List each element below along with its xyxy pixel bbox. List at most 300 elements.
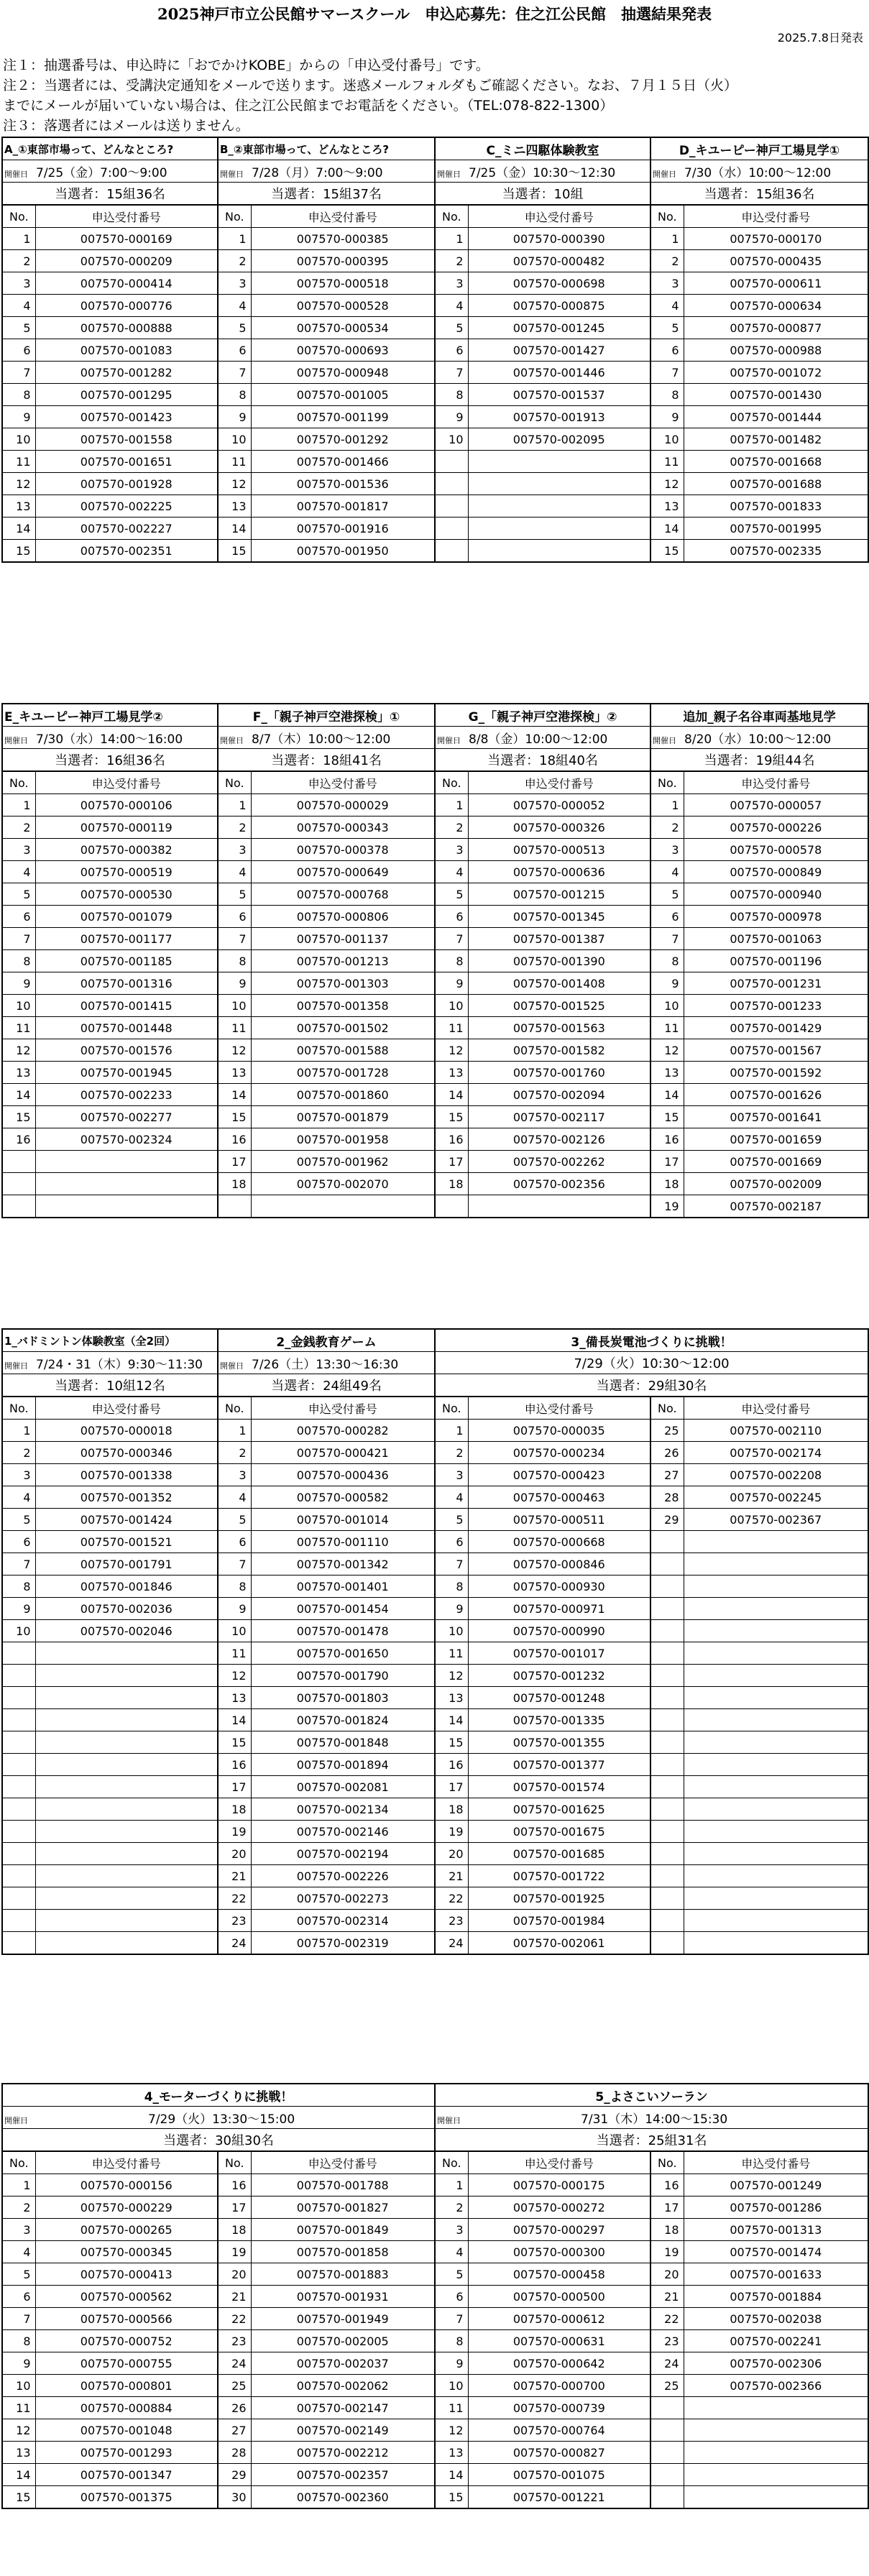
entry-code [468, 540, 650, 563]
entry-number: 2 [435, 816, 468, 839]
col-code-header: 申込受付番号 [35, 771, 218, 794]
event-title: D_キユーピー神戸工場見学① [650, 137, 868, 160]
entry-number: 6 [435, 339, 468, 362]
entry-code: 007570-002227 [35, 518, 218, 540]
entry-code: 007570-000875 [468, 295, 650, 317]
entry-number: 8 [435, 950, 468, 972]
entry-number: 20 [435, 1843, 468, 1865]
entry-number: 17 [218, 2196, 251, 2219]
entry-number: 7 [435, 2308, 468, 2330]
entry-number: 3 [218, 1464, 251, 1486]
entry-number: 13 [2, 2442, 35, 2464]
entry-code: 007570-002366 [684, 2375, 868, 2397]
entry-number: 17 [435, 1776, 468, 1798]
entry-number: 3 [435, 2219, 468, 2241]
entry-code: 007570-001592 [684, 1062, 868, 1084]
entry-code [684, 1531, 868, 1553]
entry-number: 2 [650, 250, 684, 272]
entry-code: 007570-001833 [684, 495, 868, 518]
entry-code: 007570-001685 [468, 1843, 650, 1865]
entry-code: 007570-002273 [251, 1887, 435, 1910]
entry-number: 10 [435, 1620, 468, 1642]
entry-code: 007570-001430 [684, 384, 868, 406]
entry-code: 007570-001728 [251, 1062, 435, 1084]
event-date-value: 7/29（火）13:30～15:00 [148, 2112, 295, 2127]
entry-code: 007570-001466 [251, 451, 435, 473]
entry-number: 15 [650, 1106, 684, 1128]
entry-code: 007570-000978 [684, 906, 868, 928]
entry-number: 13 [435, 1062, 468, 1084]
entry-code: 007570-001858 [251, 2241, 435, 2263]
entry-code: 007570-000877 [684, 317, 868, 339]
entry-code [35, 1776, 218, 1798]
entry-code: 007570-001669 [684, 1151, 868, 1173]
entry-code [684, 1576, 868, 1598]
entry-number [650, 1865, 684, 1887]
entry-code: 007570-000421 [251, 1442, 435, 1464]
col-code-header: 申込受付番号 [684, 205, 868, 228]
entry-number: 12 [435, 1039, 468, 1062]
entry-code: 007570-000500 [468, 2286, 650, 2308]
entry-number: 29 [218, 2464, 251, 2486]
entry-code: 007570-001342 [251, 1553, 435, 1576]
entry-number: 9 [435, 972, 468, 995]
entry-number: 21 [650, 2286, 684, 2308]
entry-number: 21 [218, 1865, 251, 1887]
entry-number: 16 [435, 1128, 468, 1151]
entry-code: 007570-001448 [35, 1017, 218, 1039]
entry-number: 1 [2, 1420, 35, 1442]
entry-code: 007570-000612 [468, 2308, 650, 2330]
col-no-header: No. [650, 205, 684, 228]
entry-number: 5 [2, 1509, 35, 1531]
entry-number: 1 [435, 1420, 468, 1442]
entry-number [2, 1709, 35, 1731]
entry-number: 12 [435, 2419, 468, 2442]
winner-count: 当選者：10組12名 [2, 1374, 218, 1397]
entry-code: 007570-002360 [251, 2486, 435, 2509]
entry-code: 007570-001860 [251, 1084, 435, 1106]
entry-code: 007570-001502 [251, 1017, 435, 1039]
entry-code: 007570-001390 [468, 950, 650, 972]
entry-code: 007570-001454 [251, 1598, 435, 1620]
entry-number: 7 [2, 928, 35, 950]
entry-code: 007570-001282 [35, 362, 218, 384]
entry-number: 11 [2, 2397, 35, 2419]
entry-code: 007570-001375 [35, 2486, 218, 2509]
entry-code: 007570-001803 [251, 1687, 435, 1709]
entry-number: 13 [218, 495, 251, 518]
entry-code [684, 1709, 868, 1731]
entry-code: 007570-000846 [468, 1553, 650, 1576]
entry-number [2, 1173, 35, 1195]
entry-number: 18 [218, 2219, 251, 2241]
entry-number: 17 [435, 1151, 468, 1173]
entry-number: 18 [435, 1798, 468, 1821]
entry-code: 007570-001962 [251, 1151, 435, 1173]
entry-number: 4 [435, 1486, 468, 1509]
note-1: 注１：抽選番号は、申込時に「おでかけKOBE」からの「申込受付番号」です。 [3, 58, 489, 73]
entry-code: 007570-000414 [35, 272, 218, 295]
entry-code: 007570-001072 [684, 362, 868, 384]
event-title: C_ミニ四駆体験教室 [435, 137, 650, 160]
entry-code [468, 1195, 650, 1218]
event-title: F_「親子神戸空港探検」① [218, 704, 435, 727]
entry-code: 007570-000226 [684, 816, 868, 839]
entry-number: 30 [218, 2486, 251, 2509]
entry-code: 007570-000378 [251, 839, 435, 861]
entry-number: 6 [435, 1531, 468, 1553]
entry-code: 007570-000436 [251, 1464, 435, 1486]
event-date [435, 727, 650, 749]
entry-code [35, 1665, 218, 1687]
entry-code: 007570-002081 [251, 1776, 435, 1798]
entry-number: 13 [218, 1687, 251, 1709]
entry-number: 3 [435, 1464, 468, 1486]
entry-number: 14 [650, 1084, 684, 1106]
entry-number: 9 [2, 2352, 35, 2375]
entry-code: 007570-001377 [468, 1754, 650, 1776]
entry-number: 5 [650, 317, 684, 339]
entry-number [650, 1754, 684, 1776]
entry-number: 15 [2, 2486, 35, 2509]
entry-code [684, 1887, 868, 1910]
entry-number: 11 [218, 1017, 251, 1039]
entry-code: 007570-000229 [35, 2196, 218, 2219]
entry-number: 27 [650, 1464, 684, 1486]
entry-number: 22 [218, 1887, 251, 1910]
entry-number: 10 [218, 428, 251, 451]
entry-code: 007570-000530 [35, 883, 218, 906]
entry-number: 9 [218, 1598, 251, 1620]
kaisai-label: 開催日 [653, 169, 677, 179]
entry-number: 9 [218, 972, 251, 995]
entry-code: 007570-001358 [251, 995, 435, 1017]
entry-code [684, 2486, 868, 2509]
entry-code: 007570-001849 [251, 2219, 435, 2241]
entry-number: 14 [2, 1084, 35, 1106]
entry-number: 3 [650, 839, 684, 861]
entry-code: 007570-001791 [35, 1553, 218, 1576]
entry-number: 23 [218, 2330, 251, 2352]
entry-code: 007570-001137 [251, 928, 435, 950]
entry-number [435, 540, 468, 563]
entry-number: 19 [218, 2241, 251, 2263]
entry-number [650, 1665, 684, 1687]
entry-code: 007570-001626 [684, 1084, 868, 1106]
entry-code: 007570-002094 [468, 1084, 650, 1106]
col-code-header: 申込受付番号 [684, 1397, 868, 1420]
entry-code: 007570-000971 [468, 1598, 650, 1620]
entry-number: 11 [435, 1017, 468, 1039]
entry-number [650, 2442, 684, 2464]
entry-code: 007570-002187 [684, 1195, 868, 1218]
entry-code: 007570-001221 [468, 2486, 650, 2509]
entry-number: 5 [2, 2263, 35, 2286]
entry-code: 007570-001846 [35, 1576, 218, 1598]
entry-number: 4 [435, 2241, 468, 2263]
entry-code: 007570-001401 [251, 1576, 435, 1598]
entry-code [684, 2419, 868, 2442]
entry-code: 007570-000435 [684, 250, 868, 272]
entry-number: 22 [435, 1887, 468, 1910]
entry-code: 007570-001355 [468, 1731, 650, 1754]
entry-code: 007570-001345 [468, 906, 650, 928]
entry-code: 007570-001675 [468, 1821, 650, 1843]
entry-number: 4 [2, 1486, 35, 1509]
entry-number [2, 1687, 35, 1709]
event-date-value: 7/31（木）14:00～15:30 [581, 2112, 728, 2127]
col-no-header: No. [2, 1397, 35, 1420]
entry-number: 15 [218, 540, 251, 563]
entry-number: 10 [218, 995, 251, 1017]
entry-code: 007570-000940 [684, 883, 868, 906]
entry-number [650, 1620, 684, 1642]
entry-code: 007570-000988 [684, 339, 868, 362]
entry-code [684, 2442, 868, 2464]
entry-number: 10 [2, 2375, 35, 2397]
entry-code: 007570-000755 [35, 2352, 218, 2375]
entry-number: 27 [218, 2419, 251, 2442]
col-no-header: No. [435, 205, 468, 228]
entry-number: 9 [435, 406, 468, 428]
kaisai-label: 開催日 [4, 2115, 28, 2125]
entry-number: 3 [2, 839, 35, 861]
entry-number: 17 [218, 1151, 251, 1173]
kaisai-label: 開催日 [437, 2115, 461, 2125]
entry-code: 007570-000511 [468, 1509, 650, 1531]
event-date-value: 7/30（水）10:00～12:00 [684, 165, 832, 180]
entry-code: 007570-001292 [251, 428, 435, 451]
entry-code [35, 1932, 218, 1955]
entry-code: 007570-000768 [251, 883, 435, 906]
note-2-cont: までにメールが届いていない場合は、住之江公民館までお電話をください。（TEL:078-822-1300） [3, 98, 614, 114]
entry-number: 16 [650, 2174, 684, 2196]
entry-number: 3 [2, 1464, 35, 1486]
entry-number: 12 [218, 473, 251, 495]
entry-code: 007570-001387 [468, 928, 650, 950]
entry-code: 007570-000385 [251, 228, 435, 250]
entry-number: 10 [435, 2375, 468, 2397]
entry-code: 007570-000534 [251, 317, 435, 339]
entry-number [650, 1932, 684, 1955]
entry-number: 7 [435, 362, 468, 384]
entry-number: 17 [650, 1151, 684, 1173]
entry-number [650, 1731, 684, 1754]
entry-number: 12 [650, 1039, 684, 1062]
entry-number: 8 [650, 950, 684, 972]
col-code-header: 申込受付番号 [35, 1397, 218, 1420]
entry-code: 007570-001063 [684, 928, 868, 950]
entry-number [435, 451, 468, 473]
entry-number: 2 [218, 1442, 251, 1464]
kaisai-label: 開催日 [220, 735, 244, 745]
entry-number: 14 [218, 1709, 251, 1731]
entry-number: 13 [650, 495, 684, 518]
entry-code: 007570-000018 [35, 1420, 218, 1442]
entry-code: 007570-001722 [468, 1865, 650, 1887]
entry-number: 19 [650, 1195, 684, 1218]
entry-number: 7 [650, 362, 684, 384]
entry-code: 007570-000272 [468, 2196, 650, 2219]
entry-code: 007570-001110 [251, 1531, 435, 1553]
entry-code [684, 1798, 868, 1821]
entry-code: 007570-001444 [684, 406, 868, 428]
col-no-header: No. [435, 1397, 468, 1420]
entry-number: 4 [218, 1486, 251, 1509]
event-title: E_キユーピー神戸工場見学② [2, 704, 218, 727]
entry-number [2, 1754, 35, 1776]
entry-number: 10 [650, 995, 684, 1017]
page-title: 2025神戸市立公民館サマースクール 申込応募先：住之江公民館 抽選結果発表 [157, 5, 712, 23]
entry-code: 007570-001945 [35, 1062, 218, 1084]
entry-code: 007570-000482 [468, 250, 650, 272]
lottery-table-4-5 [1, 2083, 869, 2509]
entry-code: 007570-001231 [684, 972, 868, 995]
entry-number [2, 1843, 35, 1865]
entry-number: 6 [218, 1531, 251, 1553]
entry-number: 14 [2, 2464, 35, 2486]
entry-number: 2 [2, 2196, 35, 2219]
entry-code: 007570-000035 [468, 1420, 650, 1442]
entry-code: 007570-001017 [468, 1642, 650, 1665]
entry-code [684, 1910, 868, 1932]
entry-code: 007570-001567 [684, 1039, 868, 1062]
entry-number: 16 [218, 1754, 251, 1776]
entry-number: 4 [2, 295, 35, 317]
entry-code: 007570-002194 [251, 1843, 435, 1865]
entry-number [2, 1887, 35, 1910]
entry-code: 007570-001446 [468, 362, 650, 384]
col-no-header: No. [650, 2151, 684, 2174]
entry-code: 007570-001185 [35, 950, 218, 972]
entry-code: 007570-001788 [251, 2174, 435, 2196]
event-date [218, 1352, 435, 1374]
entry-number: 28 [218, 2442, 251, 2464]
entry-code: 007570-000566 [35, 2308, 218, 2330]
col-no-header: No. [650, 771, 684, 794]
event-title: 3_備長炭電池づくりに挑戦！ [435, 1329, 868, 1352]
entry-code: 007570-001950 [251, 540, 435, 563]
entry-number: 13 [218, 1062, 251, 1084]
entry-code: 007570-001196 [684, 950, 868, 972]
entry-number: 2 [2, 816, 35, 839]
entry-code [684, 1553, 868, 1576]
entry-code: 007570-001075 [468, 2464, 650, 2486]
entry-code [684, 2397, 868, 2419]
entry-code [35, 1642, 218, 1665]
winner-count: 当選者：25組31名 [435, 2129, 868, 2152]
entry-code: 007570-001303 [251, 972, 435, 995]
entry-number: 5 [650, 883, 684, 906]
entry-code [684, 1776, 868, 1798]
entry-code: 007570-002225 [35, 495, 218, 518]
entry-code: 007570-000300 [468, 2241, 650, 2263]
entry-number: 22 [650, 2308, 684, 2330]
entry-code: 007570-000739 [468, 2397, 650, 2419]
kaisai-label: 開催日 [653, 735, 677, 745]
entry-code: 007570-001582 [468, 1039, 650, 1062]
entry-number [435, 495, 468, 518]
entry-code: 007570-002061 [468, 1932, 650, 1955]
entry-number: 6 [650, 339, 684, 362]
entry-number: 2 [435, 1442, 468, 1464]
entry-number: 18 [650, 2219, 684, 2241]
note-2: 注２：当選者には、受講決定通知をメールで送ります。迷惑メールフォルダもご確認ください。なお、７月１５日（火） [3, 78, 738, 93]
entry-number: 10 [435, 428, 468, 451]
entry-number: 5 [218, 1509, 251, 1531]
entry-number: 8 [435, 2330, 468, 2352]
entry-code: 007570-000170 [684, 228, 868, 250]
event-date [650, 160, 868, 183]
entry-code: 007570-000668 [468, 1531, 650, 1553]
entry-number [650, 1798, 684, 1821]
entry-code: 007570-001245 [468, 317, 650, 339]
entry-number: 23 [218, 1910, 251, 1932]
entry-number [650, 1687, 684, 1709]
entry-code: 007570-002319 [251, 1932, 435, 1955]
entry-code: 007570-000827 [468, 2442, 650, 2464]
entry-number: 11 [218, 451, 251, 473]
entry-number: 11 [650, 1017, 684, 1039]
col-code-header: 申込受付番号 [468, 1397, 650, 1420]
entry-number: 16 [218, 2174, 251, 2196]
entry-code: 007570-001916 [251, 518, 435, 540]
entry-code: 007570-002046 [35, 1620, 218, 1642]
entry-number: 4 [218, 861, 251, 883]
entry-number: 5 [435, 1509, 468, 1531]
entry-code: 007570-002147 [251, 2397, 435, 2419]
entry-code: 007570-001233 [684, 995, 868, 1017]
event-title: 4_モーターづくりに挑戦！ [2, 2084, 435, 2107]
entry-code: 007570-000649 [251, 861, 435, 883]
col-code-header: 申込受付番号 [684, 771, 868, 794]
note-3: 注３：落選者にはメールは送りません。 [3, 118, 249, 134]
entry-number: 20 [218, 2263, 251, 2286]
entry-code: 007570-001949 [251, 2308, 435, 2330]
entry-code: 007570-001824 [251, 1709, 435, 1731]
entry-code [684, 1754, 868, 1776]
entry-code: 007570-000057 [684, 794, 868, 816]
entry-code [684, 1642, 868, 1665]
entry-number: 3 [2, 2219, 35, 2241]
entry-number: 6 [2, 2286, 35, 2308]
entry-number [2, 1195, 35, 1218]
entry-number: 5 [435, 317, 468, 339]
entry-number: 14 [218, 1084, 251, 1106]
entry-code: 007570-001474 [684, 2241, 868, 2263]
winner-count: 当選者：19組44名 [650, 749, 868, 772]
entry-code: 007570-001588 [251, 1039, 435, 1062]
col-no-header: No. [2, 2151, 35, 2174]
entry-number [2, 1910, 35, 1932]
entry-number [650, 1642, 684, 1665]
entry-number: 3 [435, 272, 468, 295]
entry-code: 007570-000346 [35, 1442, 218, 1464]
entry-code: 007570-002226 [251, 1865, 435, 1887]
entry-code: 007570-002335 [684, 540, 868, 563]
entry-code [684, 1620, 868, 1642]
entry-number: 6 [435, 906, 468, 928]
entry-code: 007570-000345 [35, 2241, 218, 2263]
entry-number: 8 [2, 384, 35, 406]
entry-code: 007570-000849 [684, 861, 868, 883]
entry-number [650, 1531, 684, 1553]
entry-code: 007570-000169 [35, 228, 218, 250]
entry-number: 10 [2, 995, 35, 1017]
event-date [218, 727, 435, 749]
entry-code [684, 1687, 868, 1709]
